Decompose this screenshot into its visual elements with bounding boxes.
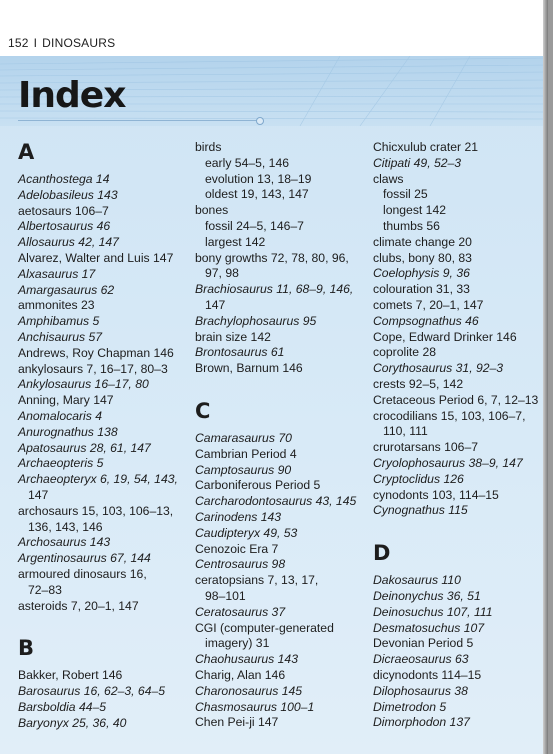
index-subentry: largest 142 bbox=[205, 234, 266, 249]
index-entry: Dakosaurus 110 bbox=[373, 573, 461, 588]
index-entry: Adelobasileus 143 bbox=[18, 187, 118, 202]
index-entry: Charig, Alan 146 bbox=[195, 667, 286, 682]
index-entry: bones bbox=[195, 203, 229, 218]
index-entry: Chicxulub crater 21 bbox=[373, 140, 478, 154]
index-column-2 bbox=[195, 140, 370, 731]
index-entry: Cretaceous Period 6, 7, 12–13 bbox=[373, 392, 539, 407]
title-rule-end-dot bbox=[256, 117, 264, 125]
index-entry: Deinonychus 36, 51 bbox=[373, 588, 481, 603]
index-entry-continuation: 98–101 bbox=[205, 588, 246, 603]
index-entry: colouration 31, 33 bbox=[373, 282, 470, 297]
index-entry: bony growths 72, 78, 80, 96, bbox=[195, 250, 349, 265]
page-number: 152 bbox=[8, 36, 29, 50]
index-entry: Dicraeosaurus 63 bbox=[373, 652, 469, 667]
running-head bbox=[8, 36, 115, 50]
index-entry: Alvarez, Walter and Luis 147 bbox=[18, 250, 174, 265]
index-entry: Cambrian Period 4 bbox=[195, 446, 297, 461]
index-letter-heading: D bbox=[373, 541, 391, 566]
index-subentry: fossil 24–5, 146–7 bbox=[205, 218, 304, 233]
title-banner bbox=[0, 56, 548, 126]
index-entry: Argentinosaurus 67, 144 bbox=[18, 551, 151, 566]
index-entry: Dilophosaurus 38 bbox=[373, 683, 468, 698]
index-entry: armoured dinosaurs 16, bbox=[18, 566, 147, 581]
index-entry: Chasmosaurus 100–1 bbox=[195, 699, 315, 714]
index-entry: Corythosaurus 31, 92–3 bbox=[373, 361, 504, 376]
index-entry: birds bbox=[195, 140, 222, 154]
index-entry: Anchisaurus 57 bbox=[18, 329, 103, 344]
index-entry: climate change 20 bbox=[373, 234, 472, 249]
page-title: Index bbox=[18, 75, 126, 116]
index-entry: Baryonyx 25, 36, 40 bbox=[18, 715, 127, 730]
index-entry: Carboniferous Period 5 bbox=[195, 478, 321, 493]
index-subentry: evolution 13, 18–19 bbox=[205, 171, 312, 186]
index-entry: archosaurs 15, 103, 106–13, bbox=[18, 503, 174, 518]
index-entry: Alxasaurus 17 bbox=[18, 266, 96, 281]
index-subentry: early 54–5, 146 bbox=[205, 155, 290, 170]
index-entry: Devonian Period 5 bbox=[373, 636, 474, 651]
index-column-1 bbox=[18, 140, 193, 732]
index-entry-continuation: 72–83 bbox=[28, 582, 62, 597]
index-entry: Cryolophosaurus 38–9, 147 bbox=[373, 455, 523, 470]
section-gap bbox=[18, 614, 193, 636]
index-entry: Cynognathus 115 bbox=[373, 503, 468, 518]
index-entry: aetosaurs 106–7 bbox=[18, 203, 109, 218]
index-entry: Citipati 49, 52–3 bbox=[373, 155, 462, 170]
index-entry: Ankylosaurus 16–17, 80 bbox=[18, 377, 149, 392]
index-entry: Ceratosaurus 37 bbox=[195, 604, 286, 619]
index-entry: comets 7, 20–1, 147 bbox=[373, 297, 484, 312]
heading-spacer bbox=[373, 565, 548, 573]
index-entry: Camptosaurus 90 bbox=[195, 462, 292, 477]
index-letter-heading: B bbox=[18, 636, 35, 661]
heading-spacer bbox=[195, 423, 370, 431]
index-entry: Compsognathus 46 bbox=[373, 313, 479, 328]
index-entry: Brachylophosaurus 95 bbox=[195, 313, 317, 328]
index-entry: Dimetrodon 5 bbox=[373, 699, 447, 714]
section-gap bbox=[195, 377, 370, 399]
index-entry-continuation: imagery) 31 bbox=[205, 636, 270, 651]
index-entry: Carcharodontosaurus 43, 145 bbox=[195, 494, 357, 509]
index-subentry: fossil 25 bbox=[383, 187, 428, 202]
page-edge bbox=[543, 0, 548, 754]
index-entry-continuation: 147 bbox=[205, 297, 226, 312]
index-entry-continuation: 147 bbox=[28, 487, 49, 502]
title-underline bbox=[18, 120, 258, 121]
index-entry: Cryptoclidus 126 bbox=[373, 471, 464, 486]
index-entry: Cenozoic Era 7 bbox=[195, 541, 279, 556]
index-entry: Archaeopteris 5 bbox=[18, 456, 104, 471]
index-entry: Cope, Edward Drinker 146 bbox=[373, 329, 517, 344]
index-entry: Andrews, Roy Chapman 146 bbox=[18, 345, 174, 360]
index-entry: Desmatosuchus 107 bbox=[373, 620, 485, 635]
index-column-3 bbox=[373, 140, 548, 731]
index-entry: crurotarsans 106–7 bbox=[373, 440, 479, 455]
index-entry: Albertosaurus 46 bbox=[18, 219, 111, 234]
index-entry: Barsboldia 44–5 bbox=[18, 699, 107, 714]
index-panel bbox=[0, 56, 548, 754]
index-entry: Caudipteryx 49, 53 bbox=[195, 525, 298, 540]
index-entry: coprolite 28 bbox=[373, 345, 437, 360]
index-subentry: thumbs 56 bbox=[383, 218, 440, 233]
index-entry: CGI (computer-generated bbox=[195, 620, 334, 635]
index-entry: Bakker, Robert 146 bbox=[18, 668, 123, 683]
index-entry: cynodonts 103, 114–15 bbox=[373, 487, 499, 502]
index-entry: ceratopsians 7, 13, 17, bbox=[195, 573, 319, 588]
section-gap bbox=[373, 519, 548, 541]
index-entry: Brontosaurus 61 bbox=[195, 345, 285, 360]
index-entry: Brown, Barnum 146 bbox=[195, 361, 303, 376]
index-entry: dicynodonts 114–15 bbox=[373, 667, 482, 682]
index-entry: clubs, bony 80, 83 bbox=[373, 250, 472, 265]
index-entry: Chaohusaurus 143 bbox=[195, 652, 298, 667]
index-entry: Camarasaurus 70 bbox=[195, 430, 292, 445]
index-letter-heading: A bbox=[18, 140, 35, 164]
index-entry: Barosaurus 16, 62–3, 64–5 bbox=[18, 684, 166, 699]
index-entry: Apatosaurus 28, 61, 147 bbox=[18, 440, 151, 455]
index-entry: brain size 142 bbox=[195, 329, 271, 344]
index-entry: asteroids 7, 20–1, 147 bbox=[18, 598, 139, 613]
index-entry: crocodilians 15, 103, 106–7, bbox=[373, 408, 526, 423]
index-entry: Deinosuchus 107, 111 bbox=[373, 604, 493, 619]
index-entry: Anning, Mary 147 bbox=[18, 393, 114, 408]
index-entry: Carinodens 143 bbox=[195, 509, 282, 524]
index-entry: Coelophysis 9, 36 bbox=[373, 266, 470, 281]
index-entry: Brachiosaurus 11, 68–9, 146, bbox=[195, 282, 354, 297]
index-entry-continuation: 110, 111 bbox=[383, 424, 428, 439]
index-entry: Centrosaurus 98 bbox=[195, 557, 286, 572]
index-entry: ammonites 23 bbox=[18, 298, 95, 313]
index-entry: Charonosaurus 145 bbox=[195, 683, 303, 698]
index-entry: Allosaurus 42, 147 bbox=[18, 235, 119, 250]
index-entry: crests 92–5, 142 bbox=[373, 376, 464, 391]
index-subentry: longest 142 bbox=[383, 203, 447, 218]
section-title: DINOSAURS bbox=[42, 36, 116, 50]
heading-spacer bbox=[18, 164, 193, 172]
index-letter-heading: C bbox=[195, 398, 211, 423]
index-entry: Chen Pei-ji 147 bbox=[195, 715, 279, 730]
index-entry-continuation: 136, 143, 146 bbox=[28, 519, 103, 534]
index-entry-continuation: 97, 98 bbox=[205, 266, 239, 281]
heading-spacer bbox=[18, 660, 193, 668]
index-entry: Amphibamus 5 bbox=[18, 314, 100, 329]
header-separator: I bbox=[33, 36, 38, 50]
index-entry: Anurognathus 138 bbox=[18, 424, 118, 439]
index-entry: ankylosaurs 7, 16–17, 80–3 bbox=[18, 361, 168, 376]
index-entry: Archaeopteryx 6, 19, 54, 143, bbox=[18, 472, 178, 487]
index-entry: Archosaurus 143 bbox=[18, 535, 111, 550]
index-entry: Acanthostega 14 bbox=[18, 172, 110, 186]
index-entry: Amargasaurus 62 bbox=[18, 282, 115, 297]
index-entry: claws bbox=[373, 171, 404, 186]
index-entry: Dimorphodon 137 bbox=[373, 715, 470, 730]
index-subentry: oldest 19, 143, 147 bbox=[205, 187, 309, 202]
index-entry: Anomalocaris 4 bbox=[18, 408, 102, 423]
